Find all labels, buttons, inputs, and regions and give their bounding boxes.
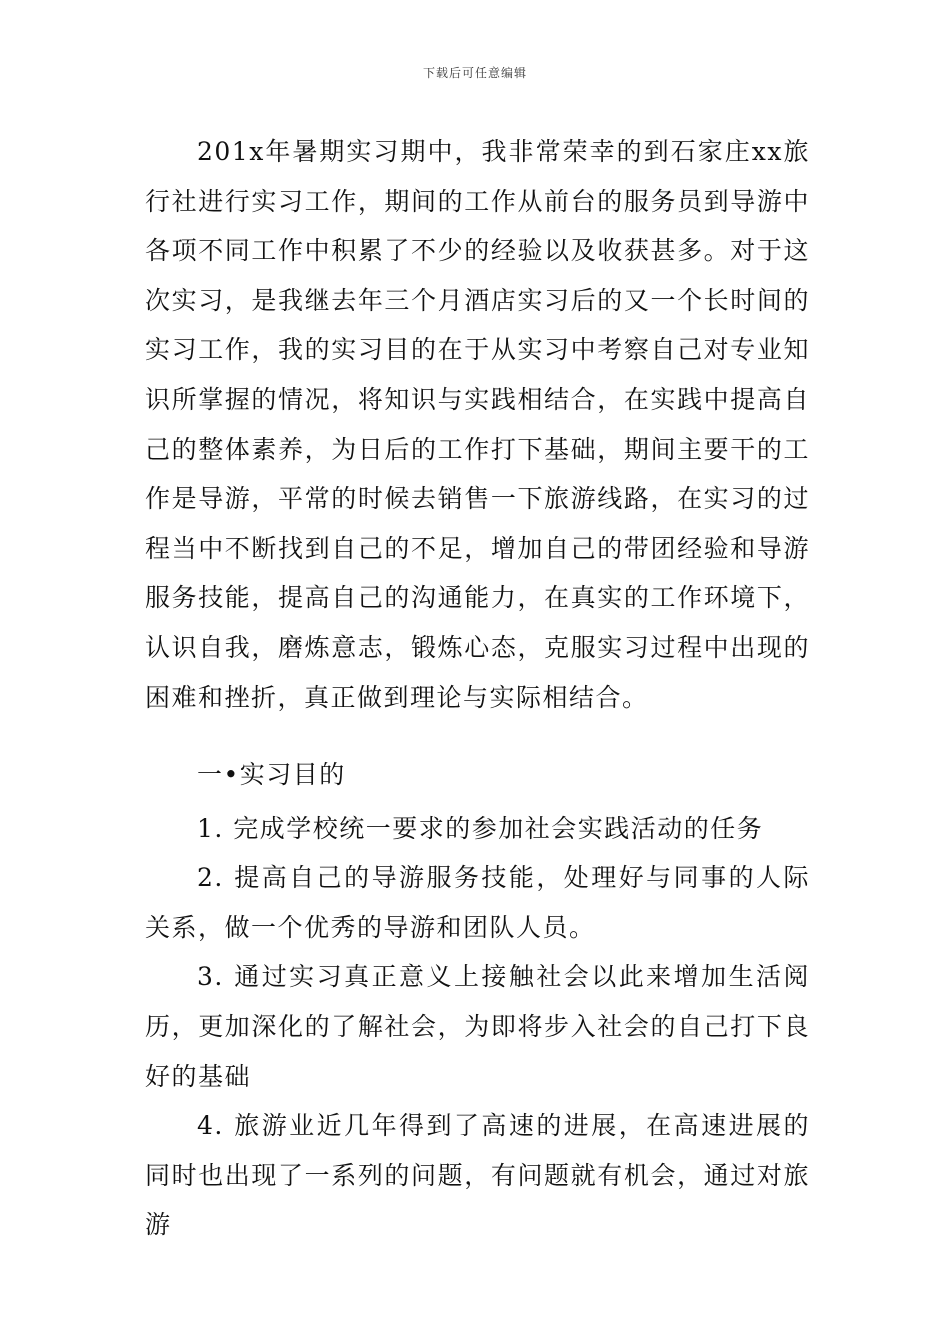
objectives-section xyxy=(145,750,810,1250)
objective-item-1: 1. 完成学校统一要求的参加社会实践活动的任务 xyxy=(197,813,764,843)
section-title: 一•实习目的 xyxy=(197,760,346,789)
page-header: 下载后可任意编辑 xyxy=(422,66,527,80)
objective-item-2: 2. 提高自己的导游服务技能，处理好与同事的人际关系，做一个优秀的导游和团队人员。 xyxy=(145,863,810,942)
intro-paragraph: 201x年暑期实习期中，我非常荣幸的到石家庄xx旅行社进行实习工作，期间的工作从前台的服务员到导游中各项不同工作中积累了不少的经验以及收获甚多。对于这次实习，是我继去年三个月酒店实习后的又一个长时间的实习工作，我的实习目的在于从实习中考察自己对专业知识所掌握的情况，将知识与实践相结合，在实践中提高自己的整体素养，为日后的工作打下基础，期间主要干的工作是导游，平常的时候去销售一下旅游线路，在实习的过程当中不断找到自己的不足，增加自己的带团经验和导游服务技能，提高自己的沟通能力，在真实的工作环境下，认识自我，磨炼意志，锻炼心态，克服实习过程中出现的困难和挫折，真正做到理论与实际相结合。 xyxy=(145,137,810,712)
objective-item-3: 3. 通过实习真正意义上接触社会以此来增加生活阅历，更加深化的了解社会，为即将步入社会的自己打下良好的基础 xyxy=(145,962,810,1091)
intro-section xyxy=(145,127,810,722)
objective-item-4: 4. 旅游业近几年得到了高速的进展，在高速进展的同时也出现了一系列的问题，有问题就有机会，通过对旅游 xyxy=(145,1111,810,1240)
